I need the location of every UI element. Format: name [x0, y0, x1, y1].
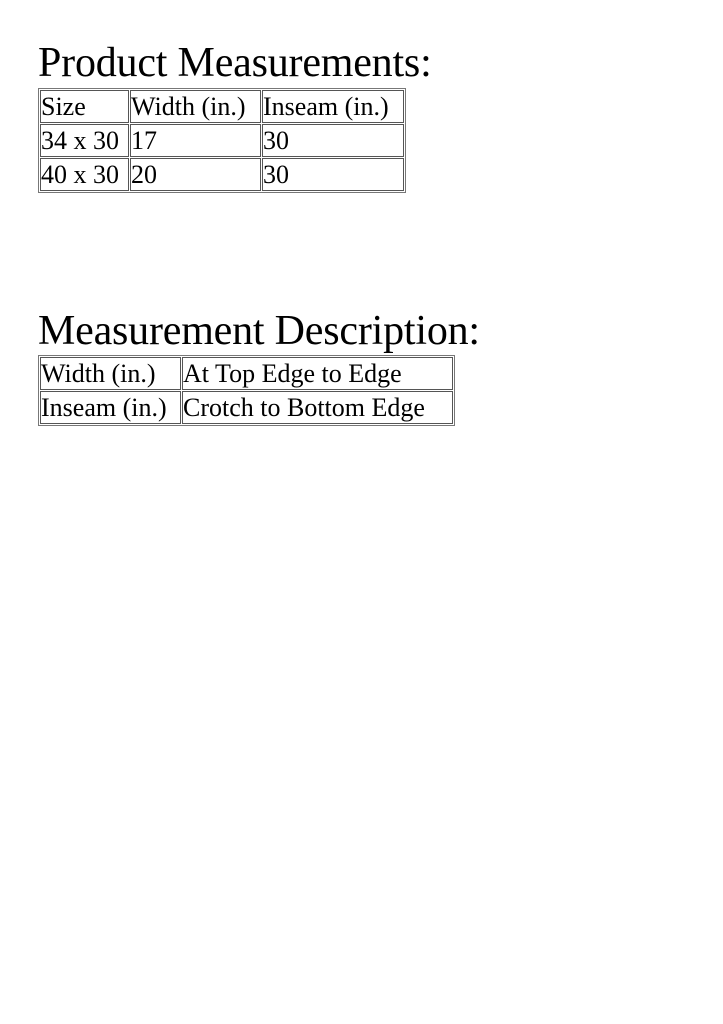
product-measurements-table [38, 88, 406, 193]
table-header-row [40, 90, 404, 123]
table-row [40, 158, 404, 191]
cell-width: 20 [130, 158, 261, 191]
cell-size: 34 x 30 [40, 124, 129, 157]
cell-measurement-name: Width (in.) [40, 357, 181, 390]
cell-inseam: 30 [262, 158, 404, 191]
table-row [40, 357, 453, 390]
cell-inseam: 30 [262, 124, 404, 157]
table-row [40, 391, 453, 424]
cell-size: 40 x 30 [40, 158, 129, 191]
measurement-description-table [38, 355, 455, 426]
product-measurements-heading: Product Measurements: [38, 40, 432, 86]
measurement-description-heading: Measurement Description: [38, 308, 480, 354]
measurement-description-section [38, 308, 480, 426]
product-measurements-section [38, 40, 432, 193]
column-header-inseam: Inseam (in.) [262, 90, 404, 123]
cell-measurement-description: Crotch to Bottom Edge [182, 391, 453, 424]
cell-width: 17 [130, 124, 261, 157]
column-header-width: Width (in.) [130, 90, 261, 123]
cell-measurement-description: At Top Edge to Edge [182, 357, 453, 390]
column-header-size: Size [40, 90, 129, 123]
cell-measurement-name: Inseam (in.) [40, 391, 181, 424]
table-row [40, 124, 404, 157]
